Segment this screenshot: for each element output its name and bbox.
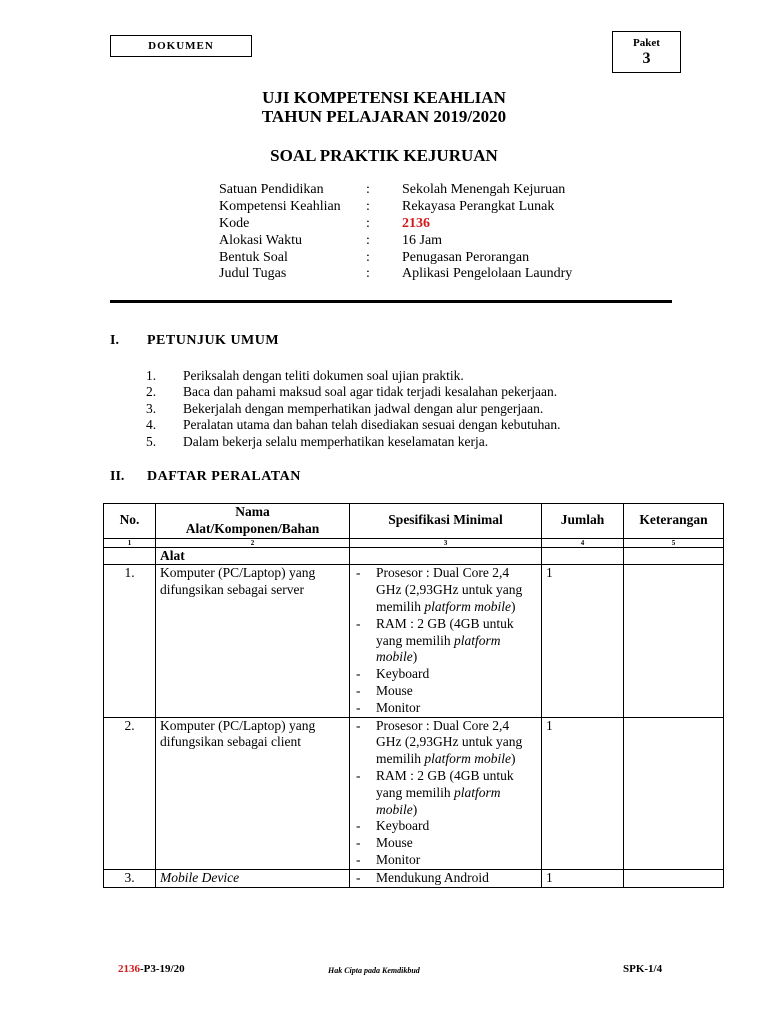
header-jumlah: Jumlah — [542, 504, 624, 539]
row-jumlah: 1 — [542, 565, 624, 717]
footer-code-rest: -P3-19/20 — [140, 963, 185, 975]
row-name: Komputer (PC/Laptop) yang difungsikan sebagai server — [156, 565, 350, 717]
paket-label: Paket — [633, 37, 660, 49]
column-index: 1 — [104, 538, 156, 547]
row-jumlah: 1 — [542, 717, 624, 869]
row-keterangan — [624, 565, 724, 717]
item-number: 4. — [146, 417, 157, 432]
spec-item: - RAM : 2 GB (4GB untuk yang memilih platform mobile) — [354, 768, 537, 818]
spec-item: - Monitor — [354, 852, 537, 869]
paket-number: 3 — [642, 50, 651, 67]
spec-item: - Keyboard — [354, 818, 537, 835]
row-number: 2. — [104, 717, 156, 869]
row-number: 1. — [104, 565, 156, 717]
header-nama — [156, 504, 350, 539]
item-number: 5. — [146, 434, 157, 449]
title-line-3: SOAL PRAKTIK KEJURUAN — [270, 146, 498, 165]
info-value: Aplikasi Pengelolaan Laundry — [402, 266, 573, 281]
table-row — [104, 565, 724, 717]
item-text: Baca dan pahami maksud soal agar tidak terjadi kesalahan pekerjaan. — [183, 384, 558, 399]
info-value: Penugasan Perorangan — [402, 250, 530, 265]
info-separator: : — [366, 182, 370, 197]
footer-code — [118, 963, 185, 975]
item-number: 3. — [146, 401, 157, 416]
info-separator: : — [366, 216, 370, 231]
info-value: 16 Jam — [402, 233, 443, 248]
column-index: 4 — [542, 538, 624, 547]
title-line-1: UJI KOMPETENSI KEAHLIAN — [262, 88, 506, 107]
section-number: I. — [110, 333, 119, 348]
item-text: Peralatan utama dan bahan telah disediakan sesuai dengan kebutuhan. — [183, 417, 561, 432]
paket-box — [612, 31, 681, 73]
spec-item: - Mouse — [354, 683, 537, 700]
spec-item: - Keyboard — [354, 666, 537, 683]
section-title: PETUNJUK UMUM — [147, 333, 280, 348]
row-spec — [350, 717, 542, 869]
title-line-2: TAHUN PELAJARAN 2019/2020 — [261, 107, 507, 126]
spec-item: - Mendukung Android — [354, 870, 537, 887]
row-keterangan — [624, 717, 724, 869]
info-separator: : — [366, 266, 370, 281]
info-separator: : — [366, 250, 370, 265]
column-index-row — [104, 538, 724, 547]
item-number: 2. — [146, 384, 157, 399]
header-no: No. — [104, 504, 156, 539]
column-index: 2 — [156, 538, 350, 547]
section-number: II. — [110, 469, 125, 484]
horizontal-rule — [110, 300, 672, 303]
row-keterangan — [624, 869, 724, 887]
info-label: Bentuk Soal — [219, 250, 288, 265]
table-header-row — [104, 504, 724, 539]
table-row — [104, 717, 724, 869]
footer-page: SPK-1/4 — [623, 963, 663, 975]
footer-copyright: Hak Cipta pada Kemdikbud — [328, 966, 420, 975]
spec-item: - RAM : 2 GB (4GB untuk yang memilih platform mobile) — [354, 616, 537, 666]
info-value: Sekolah Menengah Kejuruan — [402, 182, 566, 197]
item-number: 1. — [146, 368, 157, 383]
info-label: Kode — [219, 216, 250, 231]
spec-item: - Mouse — [354, 835, 537, 852]
row-jumlah: 1 — [542, 869, 624, 887]
info-label: Judul Tugas — [219, 266, 287, 281]
column-index: 5 — [624, 538, 724, 547]
column-index: 3 — [350, 538, 542, 547]
spec-item: - Prosesor : Dual Core 2,4 GHz (2,93GHz untuk yang memilih platform mobile) — [354, 718, 537, 768]
item-text: Periksalah dengan teliti dokumen soal ujian praktik. — [183, 368, 464, 383]
document-label-box — [110, 35, 252, 57]
group-row-alat — [104, 547, 724, 565]
spec-item: - Monitor — [354, 700, 537, 717]
info-value-code: 2136 — [402, 216, 430, 231]
header-nama-line-1: Nama — [235, 504, 270, 519]
row-name: Mobile Device — [156, 869, 350, 887]
header-keterangan: Keterangan — [624, 504, 724, 539]
group-label: Alat — [156, 547, 350, 565]
info-value: Rekayasa Perangkat Lunak — [402, 199, 555, 214]
info-separator: : — [366, 233, 370, 248]
info-label: Kompetensi Keahlian — [219, 199, 341, 214]
item-text: Bekerjalah dengan memperhatikan jadwal dengan alur pengerjaan. — [183, 401, 544, 416]
info-label: Satuan Pendidikan — [219, 182, 324, 197]
row-spec — [350, 869, 542, 887]
info-separator: : — [366, 199, 370, 214]
footer-code-red: 2136 — [118, 963, 140, 975]
row-number: 3. — [104, 869, 156, 887]
info-label: Alokasi Waktu — [219, 233, 302, 248]
spec-item: - Prosesor : Dual Core 2,4 GHz (2,93GHz untuk yang memilih platform mobile) — [354, 565, 537, 615]
table-row — [104, 869, 724, 887]
item-text: Dalam bekerja selalu memperhatikan keselamatan kerja. — [183, 434, 489, 449]
equipment-table — [103, 503, 724, 888]
row-name: Komputer (PC/Laptop) yang difungsikan sebagai client — [156, 717, 350, 869]
header-nama-line-2: Alat/Komponen/Bahan — [185, 520, 320, 536]
section-title: DAFTAR PERALATAN — [147, 469, 301, 484]
document-label: DOKUMEN — [148, 40, 214, 52]
row-spec — [350, 565, 542, 717]
header-spesifikasi: Spesifikasi Minimal — [350, 504, 542, 539]
